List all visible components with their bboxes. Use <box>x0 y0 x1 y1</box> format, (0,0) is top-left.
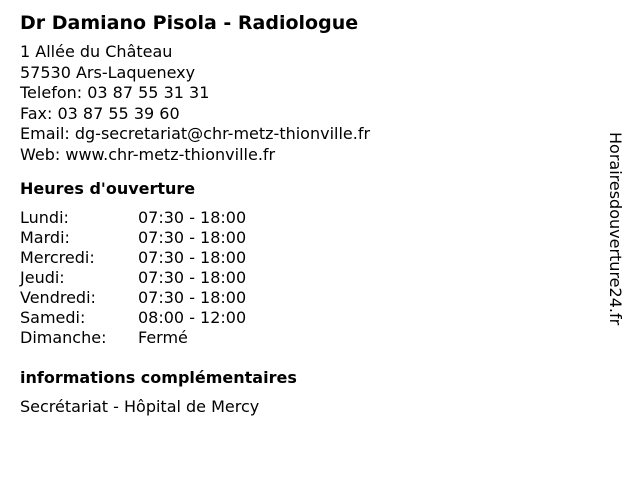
hours-row-tuesday <box>20 228 246 248</box>
time-range: 07:30 - 18:00 <box>138 208 247 227</box>
address-street: 1 Allée du Château <box>20 42 173 61</box>
practice-title: Dr Damiano Pisola - Radiologue <box>20 12 359 34</box>
day-label: Mercredi: <box>20 248 95 267</box>
contact-block <box>20 42 610 165</box>
hours-row-friday <box>20 288 246 308</box>
day-label: Mardi: <box>20 228 70 247</box>
time-range: 07:30 - 18:00 <box>138 248 247 267</box>
time-range: 08:00 - 12:00 <box>138 308 247 327</box>
day-label: Samedi: <box>20 308 86 327</box>
site-watermark: Horairesdouverture24.fr <box>606 132 625 326</box>
hours-row-saturday <box>20 308 246 328</box>
website: Web: www.chr-metz-thionville.fr <box>20 144 276 164</box>
additional-info-heading: informations complémentaires <box>20 368 297 387</box>
additional-info-text: Secrétariat - Hôpital de Mercy <box>20 397 260 416</box>
phone-number: Telefon: 03 87 55 31 31 <box>20 83 210 102</box>
address-city: 57530 Ars-Laquenexy <box>20 62 196 82</box>
time-range: 07:30 - 18:00 <box>138 228 247 247</box>
hours-row-wednesday <box>20 248 246 268</box>
hours-row-monday <box>20 208 246 228</box>
day-label: Lundi: <box>20 208 69 227</box>
day-label: Vendredi: <box>20 288 96 307</box>
hours-row-sunday <box>20 328 246 348</box>
day-label: Dimanche: <box>20 328 107 347</box>
opening-hours-table <box>20 208 246 348</box>
practice-card <box>20 10 610 417</box>
fax-number: Fax: 03 87 55 39 60 <box>20 103 180 123</box>
email-address: Email: dg-secretariat@chr-metz-thionville.fr <box>20 124 371 143</box>
time-range: 07:30 - 18:00 <box>138 268 247 287</box>
day-label: Jeudi: <box>20 268 65 287</box>
opening-hours-heading: Heures d'ouverture <box>20 179 196 198</box>
hours-row-thursday <box>20 268 246 288</box>
time-range: 07:30 - 18:00 <box>138 288 247 307</box>
time-range: Fermé <box>138 328 188 347</box>
